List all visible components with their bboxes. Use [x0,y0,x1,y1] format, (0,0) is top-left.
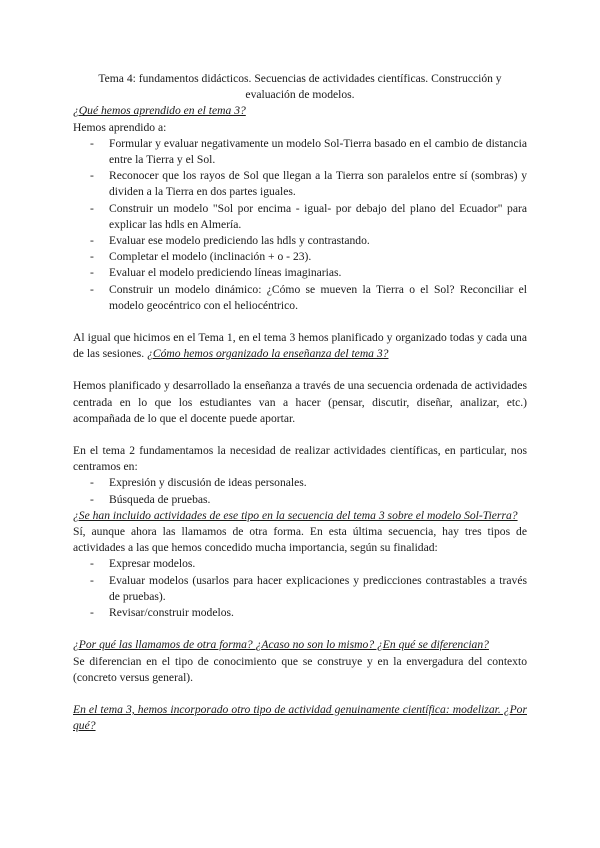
tema2-list [73,475,527,507]
list-item: - Reconocer que los rayos de Sol que llegan a la Tierra son paralelos entre sí (sombras) y dividen a la Tierra en dos partes iguales. [73,168,527,200]
paragraph-activity-types: Sí, aunque ahora las llamamos de otra forma. En esta última secuencia, hay tres tipos de actividades a las que hemos concedido mucha importancia, según su finalidad: [73,525,527,555]
question-modelizar: En el tema 3, hemos incorporado otro tipo de actividad genuinamente científica: modelizar. ¿Por qué? [73,702,527,733]
list-item: - Revisar/construir modelos. [73,605,527,621]
question-activities-included: ¿Se han incluido actividades de ese tipo en la secuencia del tema 3 sobre el modelo Sol-Tierra? [73,508,518,522]
list-item: - Expresión y discusión de ideas personales. [73,475,527,491]
list-item: - Búsqueda de pruebas. [73,492,527,508]
list-item: - Evaluar modelos (usarlos para hacer explicaciones y predicciones contrastables a través de pruebas). [73,573,527,605]
activity-types-list [73,556,527,621]
list-item: - Construir un modelo dinámico: ¿Cómo se mueven la Tierra o el Sol? Reconciliar el modelo geocéntrico con el heliocéntrico. [73,282,527,314]
list-item: - Construir un modelo "Sol por encima - igual- por debajo del plano del Ecuador" para explicar las hdls en Almería. [73,201,527,233]
question-tema3-learned: ¿Qué hemos aprendido en el tema 3? [73,104,246,118]
paragraph-sequence: Hemos planificado y desarrollado la enseñanza a través de una secuencia ordenada de actividades centrada en lo que los estudiantes van a hacer (pensar, discutir, diseñar, analizar, etc.) acompañada de lo que el docente puede aportar. [73,379,527,425]
document-body [73,71,527,734]
list-item: - Completar el modelo (inclinación + o - 23). [73,249,527,265]
paragraph-planning [73,330,527,362]
list-item: - Evaluar ese modelo prediciendo las hdls y contrastando. [73,233,527,249]
learned-list [73,136,527,314]
paragraph-difference: Se diferencian en el tipo de conocimiento que se construye y en la envergadura del contexto (concreto versus general). [73,654,527,684]
paragraph-planning-text: Al igual que hicimos en el Tema 1, en el tema 3 hemos planificado y organizado todas y cada una de las sesiones. [73,331,527,361]
question-organization: ¿Cómo hemos organizado la enseñanza del tema 3? [147,347,389,361]
list-item: - Formular y evaluar negativamente un modelo Sol-Tierra basado en el cambio de distancia entre la Tierra y el Sol. [73,136,527,168]
list-item: - Evaluar el modelo prediciendo líneas imaginarias. [73,265,527,281]
document-title: Tema 4: fundamentos didácticos. Secuencias de actividades científicas. Construcción y evaluación de modelos. [98,72,502,102]
list-item: - Expresar modelos. [73,556,527,572]
learned-intro: Hemos aprendido a: [73,120,167,134]
paragraph-tema2: En el tema 2 fundamentamos la necesidad de realizar actividades científicas, en particular, nos centramos en: [73,444,527,474]
question-why-other-name: ¿Por qué las llamamos de otra forma? ¿Acaso no son lo mismo? ¿En qué se diferencian? [73,638,489,652]
